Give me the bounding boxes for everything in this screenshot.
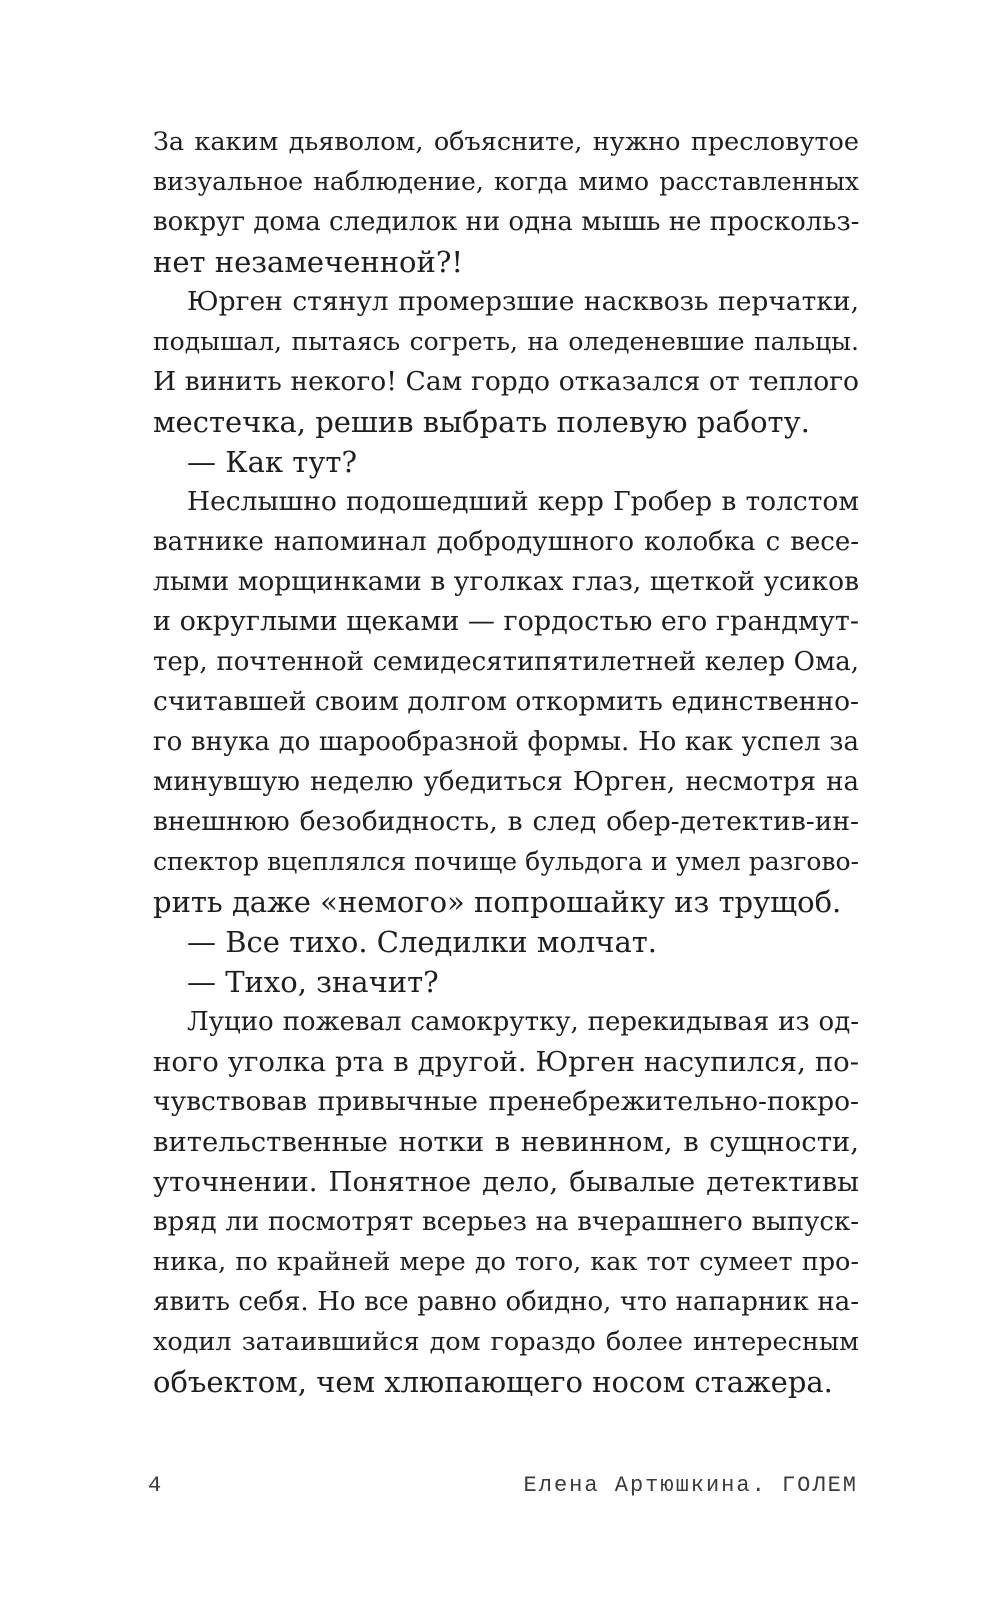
text-line: За каким дьяволом, объясните, нужно пресловутое [153, 127, 859, 157]
text-line: тер, почтенной семидесятипятилетней келер Ома, [153, 647, 859, 677]
paragraph [153, 442, 859, 482]
page-footer [148, 1473, 858, 1503]
text-line: вокруг дома следилок ни одна мышь не проскольз- [153, 207, 860, 237]
text-line: — Как тут? [187, 445, 357, 479]
text-line: Луцио пожевал самокрутку, перекидывая из од- [187, 1007, 859, 1037]
text-line: уточнении. Понятное дело, бывалые детективы [153, 1166, 859, 1198]
text-line: ника, по крайней мере до того, как тот сумеет про- [153, 1247, 859, 1277]
paragraph [153, 122, 859, 282]
text-line: ходил затаившийся дом гораздо более интересным [153, 1327, 859, 1357]
running-head: Елена Артюшкина. ГОЛЕМ [523, 1473, 858, 1498]
text-line: спектор вцеплялся почище бульдога и умел разгово- [153, 847, 859, 876]
text-line: объектом, чем хлюпающего носом стажера. [153, 1365, 833, 1399]
text-line: И винить некого! Сам гордо отказался от теплого [153, 366, 859, 397]
text-line: Юрген стянул промерзшие насквозь перчатки, [187, 286, 859, 317]
text-line: вряд ли посмотрят всерьез на вчерашнего выпуск- [153, 1207, 859, 1237]
text-line: лыми морщинками в уголках глаз, щеткой усиков [153, 566, 859, 597]
text-line: чувствовав привычные пренебрежительно-покро- [153, 1086, 859, 1117]
text-line: — Все тихо. Следилки молчат. [187, 925, 657, 959]
text-line: ного уголка рта в другой. Юрген насупился, по- [153, 1046, 859, 1078]
text-line: и округлыми щеками — гордостью его грандмут- [153, 606, 859, 637]
text-line: Неслышно подошедший керр Гробер в толстом [187, 486, 859, 517]
text-line: местечка, решив выбрать полевую работу. [153, 405, 810, 439]
body-text [153, 122, 859, 1402]
text-line: го внука до шарообразной формы. Но как успел за [153, 727, 859, 757]
text-line: рить даже «немого» попрошайку из трущоб. [153, 885, 842, 919]
paragraph [153, 482, 859, 922]
text-line: визуальное наблюдение, когда мимо расставленных [153, 167, 859, 196]
text-line: считавшей своим долгом откормить единственно- [153, 686, 859, 717]
text-line: вительственные нотки в невинном, в сущности, [153, 1126, 859, 1158]
paragraph [153, 1002, 859, 1402]
text-line: — Тихо, значит? [187, 965, 439, 999]
paragraph [153, 282, 859, 442]
paragraph [153, 962, 859, 1002]
text-line: нет незамеченной?! [153, 245, 464, 279]
text-line: внешнюю безобидность, в след обер-детектив-ин- [153, 806, 859, 837]
text-line: ватнике напоминал добродушного колобка с весе- [153, 527, 859, 557]
text-line: явить себя. Но все равно обидно, что напарник на- [153, 1287, 859, 1317]
paragraph [153, 922, 859, 962]
page-number: 4 [148, 1473, 164, 1498]
text-line: минувшую неделю убедиться Юрген, несмотря на [153, 767, 859, 797]
text-line: подышал, пытаясь согреть, на оледеневшие пальцы. [153, 327, 859, 356]
